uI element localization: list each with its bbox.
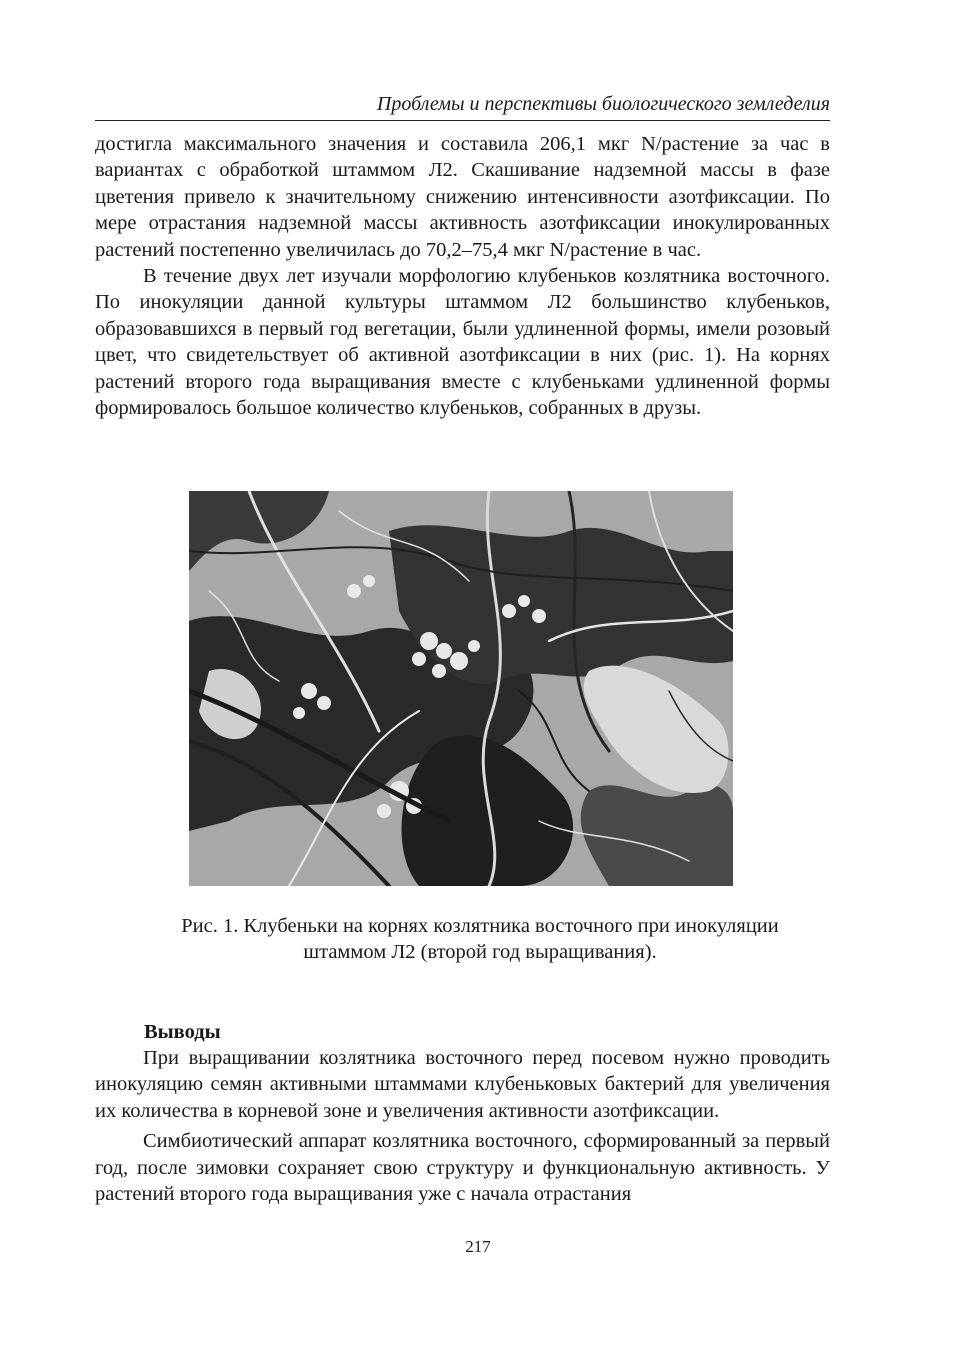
body-paragraph: достигла максимального значения и составила 206,1 мкг N/растение за час в вариантах с обработкой штаммом Л2. Скашивание надземной массы в фазе цветения привело к значительному снижению интенсивности азотфиксации. По мере отрастания надземной массы активность азотфиксации инокулированных растений постепенно увеличилась до 70,2–75,4 мкг N/растение в час.: [95, 133, 830, 261]
body-paragraph: В течение двух лет изучали морфологию клубеньков козлятника восточного. По инокуляции данной культуры штаммом Л2 большинство клубеньков, образовавшихся в первый год вегетации, были удлиненной формы, имели розовый цвет, что свидетельствует об активной азотфиксации в них (рис. 1). На корнях растений второго года выращивания вместе с клубеньками удлиненной формы формировалось большое количество клубеньков, собранных в друзы.: [95, 265, 830, 420]
figure-caption: [140, 913, 820, 965]
conclusion-paragraph: При выращивании козлятника восточного перед посевом нужно проводить инокуляцию семян активными штаммами клубеньковых бактерий для увеличения их количества в корневой зоне и увеличения активности азотфиксации.: [95, 1047, 830, 1122]
figure-photo-root-nodules: [189, 491, 733, 886]
conclusions-text: [95, 1045, 830, 1207]
conclusion-paragraph: Симбиотический аппарат козлятника восточного, сформированный за первый год, после зимовки сохраняет свою структуру и функциональную активность. У растений второго года выращивания уже с начала отрастания: [95, 1130, 830, 1206]
section-heading: Выводы: [144, 1021, 221, 1043]
running-header: Проблемы и перспективы биологического земледелия: [95, 92, 830, 121]
page-number: 217: [465, 1237, 491, 1256]
caption-line: Рис. 1. Клубеньки на корнях козлятника восточного при инокуляции: [181, 915, 779, 937]
caption-line: штаммом Л2 (второй год выращивания).: [303, 941, 657, 963]
body-text: [95, 131, 830, 421]
